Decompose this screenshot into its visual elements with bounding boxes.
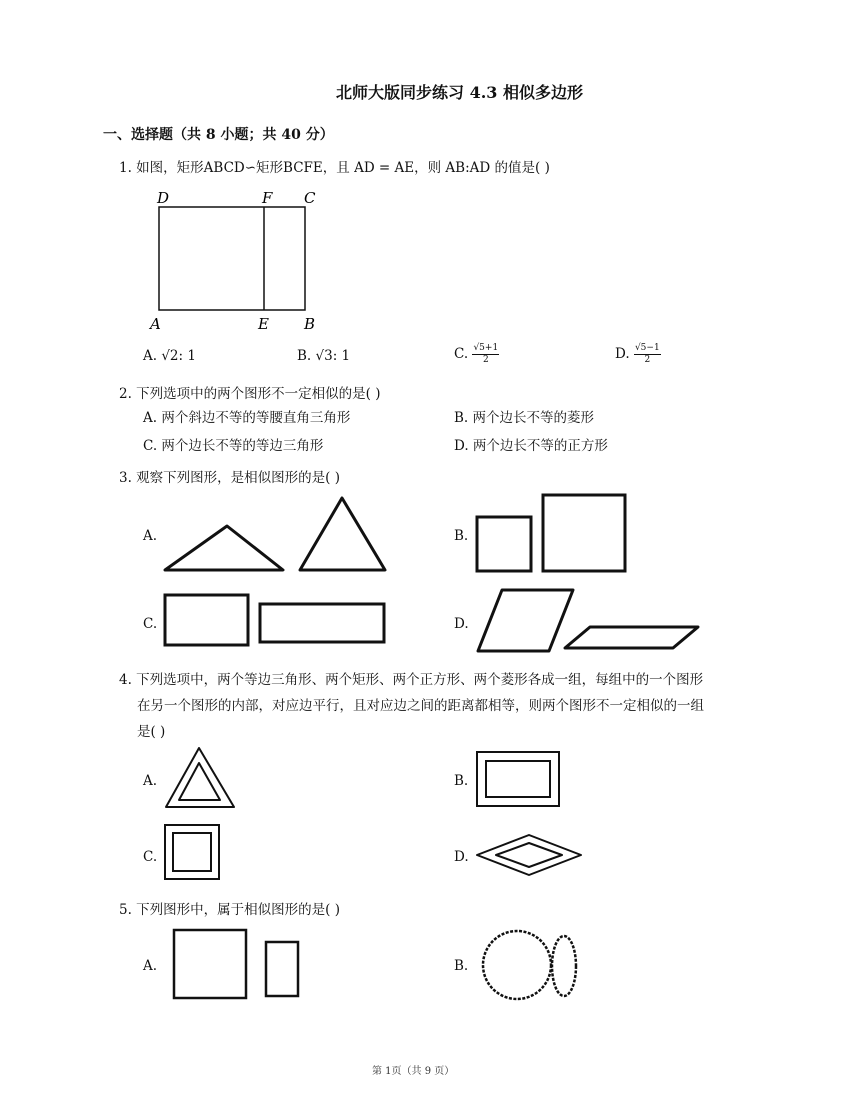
inner-rectangle-shape bbox=[486, 761, 550, 797]
q3-option-b-squares bbox=[472, 490, 632, 576]
question-1-stem: 1. 如图，矩形ABCD∽矩形BCFE，且 AD = AE，则 AB:AD 的值是( ) bbox=[119, 160, 550, 176]
question-5-stem: 5. 下列图形中，属于相似图形的是( ) bbox=[119, 902, 340, 918]
frac-numerator: √5+1 bbox=[473, 343, 499, 353]
q1-option-c[interactable] bbox=[454, 343, 499, 366]
q4-option-b-label[interactable]: B. bbox=[454, 773, 469, 789]
frac-numerator: √5−1 bbox=[634, 343, 660, 353]
q4-option-a-nested-triangles bbox=[162, 745, 238, 811]
frac-denominator: 2 bbox=[644, 355, 651, 365]
q5-option-b-label[interactable]: B. bbox=[454, 958, 469, 974]
question-2-stem: 2. 下列选项中的两个图形不一定相似的是( ) bbox=[119, 386, 381, 402]
q2-option-d[interactable]: D. 两个边长不等的正方形 bbox=[454, 438, 608, 454]
q5-option-a-shapes bbox=[170, 926, 304, 1002]
label-e: E bbox=[258, 315, 269, 333]
q3-option-d-parallelograms bbox=[474, 585, 706, 657]
parallelogram-2-shape bbox=[565, 627, 698, 648]
q1-option-d-fraction bbox=[634, 343, 661, 366]
large-square-shape bbox=[543, 495, 625, 571]
q3-option-c-rectangles bbox=[160, 590, 392, 650]
q4-option-a-label[interactable]: A. bbox=[143, 773, 158, 789]
q1-option-c-fraction bbox=[472, 343, 499, 366]
inner-triangle-shape bbox=[179, 763, 220, 800]
q3-option-b-label[interactable]: B. bbox=[454, 528, 469, 544]
label-d: D bbox=[157, 189, 170, 207]
frac-denominator: 2 bbox=[482, 355, 489, 365]
q1-option-c-prefix: C. bbox=[454, 346, 469, 362]
equilateral-triangle-shape bbox=[300, 498, 385, 570]
label-f: F bbox=[262, 189, 273, 207]
q3-option-a-label[interactable]: A. bbox=[143, 528, 158, 544]
q3-option-a-triangles bbox=[160, 495, 392, 575]
question-4-stem-line-3: 是( ) bbox=[137, 724, 166, 740]
q4-option-b-nested-rectangles bbox=[472, 748, 564, 810]
section-heading: 一、选择题（共 8 小题；共 40 分） bbox=[103, 127, 334, 143]
q2-option-a[interactable]: A. 两个斜边不等的等腰直角三角形 bbox=[143, 410, 351, 426]
q3-option-c-label[interactable]: C. bbox=[143, 616, 158, 632]
rectangle-shape bbox=[266, 942, 298, 996]
label-a: A bbox=[150, 315, 161, 333]
circle-shape bbox=[483, 931, 551, 999]
q4-option-c-label[interactable]: C. bbox=[143, 849, 158, 865]
square-shape bbox=[174, 930, 246, 998]
q2-option-b[interactable]: B. 两个边长不等的菱形 bbox=[454, 410, 595, 426]
q5-option-a-label[interactable]: A. bbox=[143, 958, 158, 974]
inner-rhombus-shape bbox=[496, 843, 562, 867]
question-1-rectangle-figure bbox=[150, 185, 320, 335]
rectangle-1-shape bbox=[165, 595, 248, 645]
question-4-stem-line-2: 在另一个图形的内部，对应边平行，且对应边之间的距离都相等，则两个图形不一定相似的一组 bbox=[137, 698, 704, 714]
small-square-shape bbox=[477, 517, 531, 571]
q1-option-d[interactable] bbox=[615, 343, 661, 366]
rectangle-abcd bbox=[159, 207, 305, 310]
page-footer: 第 1页（共 9 页） bbox=[372, 1066, 455, 1077]
q4-option-d-nested-rhombi bbox=[474, 830, 584, 880]
outer-rhombus-shape bbox=[477, 835, 581, 875]
question-4-stem-line-1: 4. 下列选项中，两个等边三角形、两个矩形、两个正方形、两个菱形各成一组，每组中的一个图形 bbox=[119, 672, 704, 688]
obtuse-triangle-shape bbox=[165, 526, 283, 570]
label-c: C bbox=[304, 189, 316, 207]
q1-option-a[interactable]: A. √2: 1 bbox=[143, 348, 196, 364]
inner-square-shape bbox=[173, 833, 211, 871]
ellipse-shape bbox=[552, 936, 576, 996]
label-b: B bbox=[304, 315, 316, 333]
q3-option-d-label[interactable]: D. bbox=[454, 616, 469, 632]
q4-option-c-nested-squares bbox=[162, 822, 222, 884]
parallelogram-1-shape bbox=[478, 590, 573, 651]
q4-option-d-label[interactable]: D. bbox=[454, 849, 469, 865]
rectangle-2-shape bbox=[260, 604, 384, 642]
q1-option-d-prefix: D. bbox=[615, 346, 630, 362]
q1-option-b[interactable]: B. √3: 1 bbox=[297, 348, 351, 364]
outer-triangle-shape bbox=[166, 748, 234, 807]
question-3-stem: 3. 观察下列图形，是相似图形的是( ) bbox=[119, 470, 340, 486]
page-title: 北师大版同步练习 4.3 相似多边形 bbox=[336, 83, 583, 102]
q5-option-b-shapes bbox=[478, 926, 584, 1002]
q2-option-c[interactable]: C. 两个边长不等的等边三角形 bbox=[143, 438, 324, 454]
